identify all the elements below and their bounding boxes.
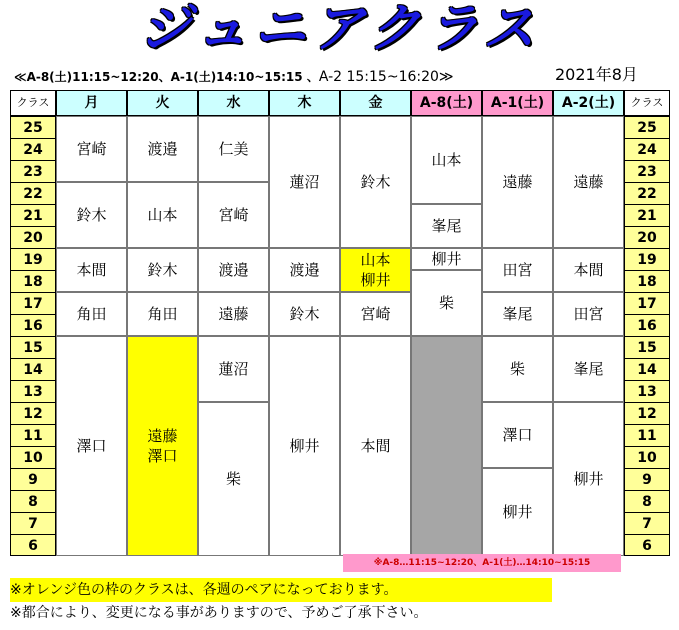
lesson-cell: 遠藤 xyxy=(198,292,269,336)
subtitle-a2-time: A-2 15:15~16:20≫ xyxy=(318,69,454,85)
time-label: 22 xyxy=(625,183,669,205)
time-label: 24 xyxy=(625,139,669,161)
time-label: 16 xyxy=(625,315,669,337)
time-label: 6 xyxy=(28,538,38,554)
time-label: 11 xyxy=(625,425,669,447)
time-label: 6 xyxy=(642,538,652,554)
lesson-cell: 本間 xyxy=(340,336,411,556)
lesson-cell: 宮崎 xyxy=(56,116,127,182)
lesson-cell: 山本 xyxy=(127,182,198,248)
time-label: 9 xyxy=(625,469,669,491)
lesson-cell: 本間 xyxy=(553,248,624,292)
lesson-cell: 峯尾 xyxy=(482,292,553,336)
time-label: 23 xyxy=(625,161,669,183)
footer-note-changes: ※都合により、変更になる事がありますので、予めご了承下さい。 xyxy=(10,605,428,621)
lesson-cell-highlighted: 遠藤 澤口 xyxy=(127,336,198,556)
time-label: 11 xyxy=(11,425,55,447)
lesson-cell: 遠藤 xyxy=(553,116,624,248)
lesson-cell: 渡邉 xyxy=(127,116,198,182)
time-column-right xyxy=(624,116,670,556)
lesson-cell: 柴 xyxy=(482,336,553,402)
time-label: 20 xyxy=(11,227,55,249)
lesson-cell: 澤口 xyxy=(56,336,127,556)
lesson-cell: 柳井 xyxy=(553,402,624,556)
lesson-cell: 宮崎 xyxy=(340,292,411,336)
time-label: 8 xyxy=(11,491,55,513)
lesson-cell: 本間 xyxy=(56,248,127,292)
lesson-cell: 田宮 xyxy=(482,248,553,292)
lesson-cell: 柳井 xyxy=(482,468,553,556)
time-label: 12 xyxy=(11,403,55,425)
lesson-cell: 宮崎 xyxy=(198,182,269,248)
schedule-subtitle xyxy=(14,67,554,87)
time-label: 17 xyxy=(625,293,669,315)
time-label: 12 xyxy=(625,403,669,425)
time-label: 16 xyxy=(11,315,55,337)
time-label: 13 xyxy=(11,381,55,403)
time-label: 21 xyxy=(625,205,669,227)
lesson-cell: 渡邉 xyxy=(198,248,269,292)
time-label: 8 xyxy=(625,491,669,513)
footer-note-pairs: ※オレンジ色の枠のクラスは、各週のペアになっております。 xyxy=(10,578,552,602)
time-column-left xyxy=(10,116,56,556)
lesson-cell: 角田 xyxy=(56,292,127,336)
lesson-cell: 鈴木 xyxy=(269,292,340,336)
lesson-cell: 峯尾 xyxy=(553,336,624,402)
time-label: 25 xyxy=(625,117,669,139)
lesson-cell: 柳井 xyxy=(269,336,340,556)
lesson-cell: 渡邉 xyxy=(269,248,340,292)
time-label: 10 xyxy=(11,447,55,469)
time-label: 15 xyxy=(625,337,669,359)
subtitle-main: ≪A-8(土)11:15~12:20、A-1(土)14:10~15:15 、 xyxy=(14,70,319,84)
time-label: 19 xyxy=(625,249,669,271)
page-title: ジュニアクラス xyxy=(139,0,541,59)
lesson-cell: 柳井 xyxy=(411,248,482,270)
time-label: 14 xyxy=(625,359,669,381)
time-label: 14 xyxy=(11,359,55,381)
lesson-cell: 角田 xyxy=(127,292,198,336)
time-note: ※A-8…11:15~12:20、A-1(土)…14:10~15:15 xyxy=(343,554,621,572)
header-a8: A-8(土) xyxy=(411,90,482,116)
time-label: 25 xyxy=(11,117,55,139)
lesson-cell-highlighted: 山本 柳井 xyxy=(340,248,411,292)
header-a1: A-1(土) xyxy=(482,90,553,116)
header-tue: 火 xyxy=(127,90,198,116)
year-month: 2021年8月 xyxy=(555,65,638,84)
lesson-cell: 蓮沼 xyxy=(198,336,269,402)
header-class-left: クラス xyxy=(10,90,56,116)
lesson-cell: 鈴木 xyxy=(340,116,411,248)
lesson-cell: 澤口 xyxy=(482,402,553,468)
lesson-cell: 仁美 xyxy=(198,116,269,182)
time-label: 7 xyxy=(11,513,55,535)
blocked-cell xyxy=(411,336,482,556)
header-thu: 木 xyxy=(269,90,340,116)
header-mon: 月 xyxy=(56,90,127,116)
time-label: 18 xyxy=(11,271,55,293)
time-label: 22 xyxy=(11,183,55,205)
time-label: 13 xyxy=(625,381,669,403)
lesson-cell: 山本 xyxy=(411,116,482,204)
lesson-cell: 鈴木 xyxy=(127,248,198,292)
time-label: 10 xyxy=(625,447,669,469)
time-label: 15 xyxy=(11,337,55,359)
time-label: 24 xyxy=(11,139,55,161)
lesson-cell: 柴 xyxy=(198,402,269,556)
header-a2: A-2(土) xyxy=(553,90,624,116)
lesson-cell: 田宮 xyxy=(553,292,624,336)
header-wed: 水 xyxy=(198,90,269,116)
time-label: 17 xyxy=(11,293,55,315)
lesson-cell: 遠藤 xyxy=(482,116,553,248)
time-label: 19 xyxy=(11,249,55,271)
lesson-cell: 峯尾 xyxy=(411,204,482,248)
time-label: 9 xyxy=(11,469,55,491)
time-label: 18 xyxy=(625,271,669,293)
time-label: 7 xyxy=(625,513,669,535)
time-label: 23 xyxy=(11,161,55,183)
lesson-cell: 蓮沼 xyxy=(269,116,340,248)
header-fri: 金 xyxy=(340,90,411,116)
lesson-cell: 柴 xyxy=(411,270,482,336)
time-label: 21 xyxy=(11,205,55,227)
header-class-right: クラス xyxy=(624,90,670,116)
lesson-cell: 鈴木 xyxy=(56,182,127,248)
time-label: 20 xyxy=(625,227,669,249)
